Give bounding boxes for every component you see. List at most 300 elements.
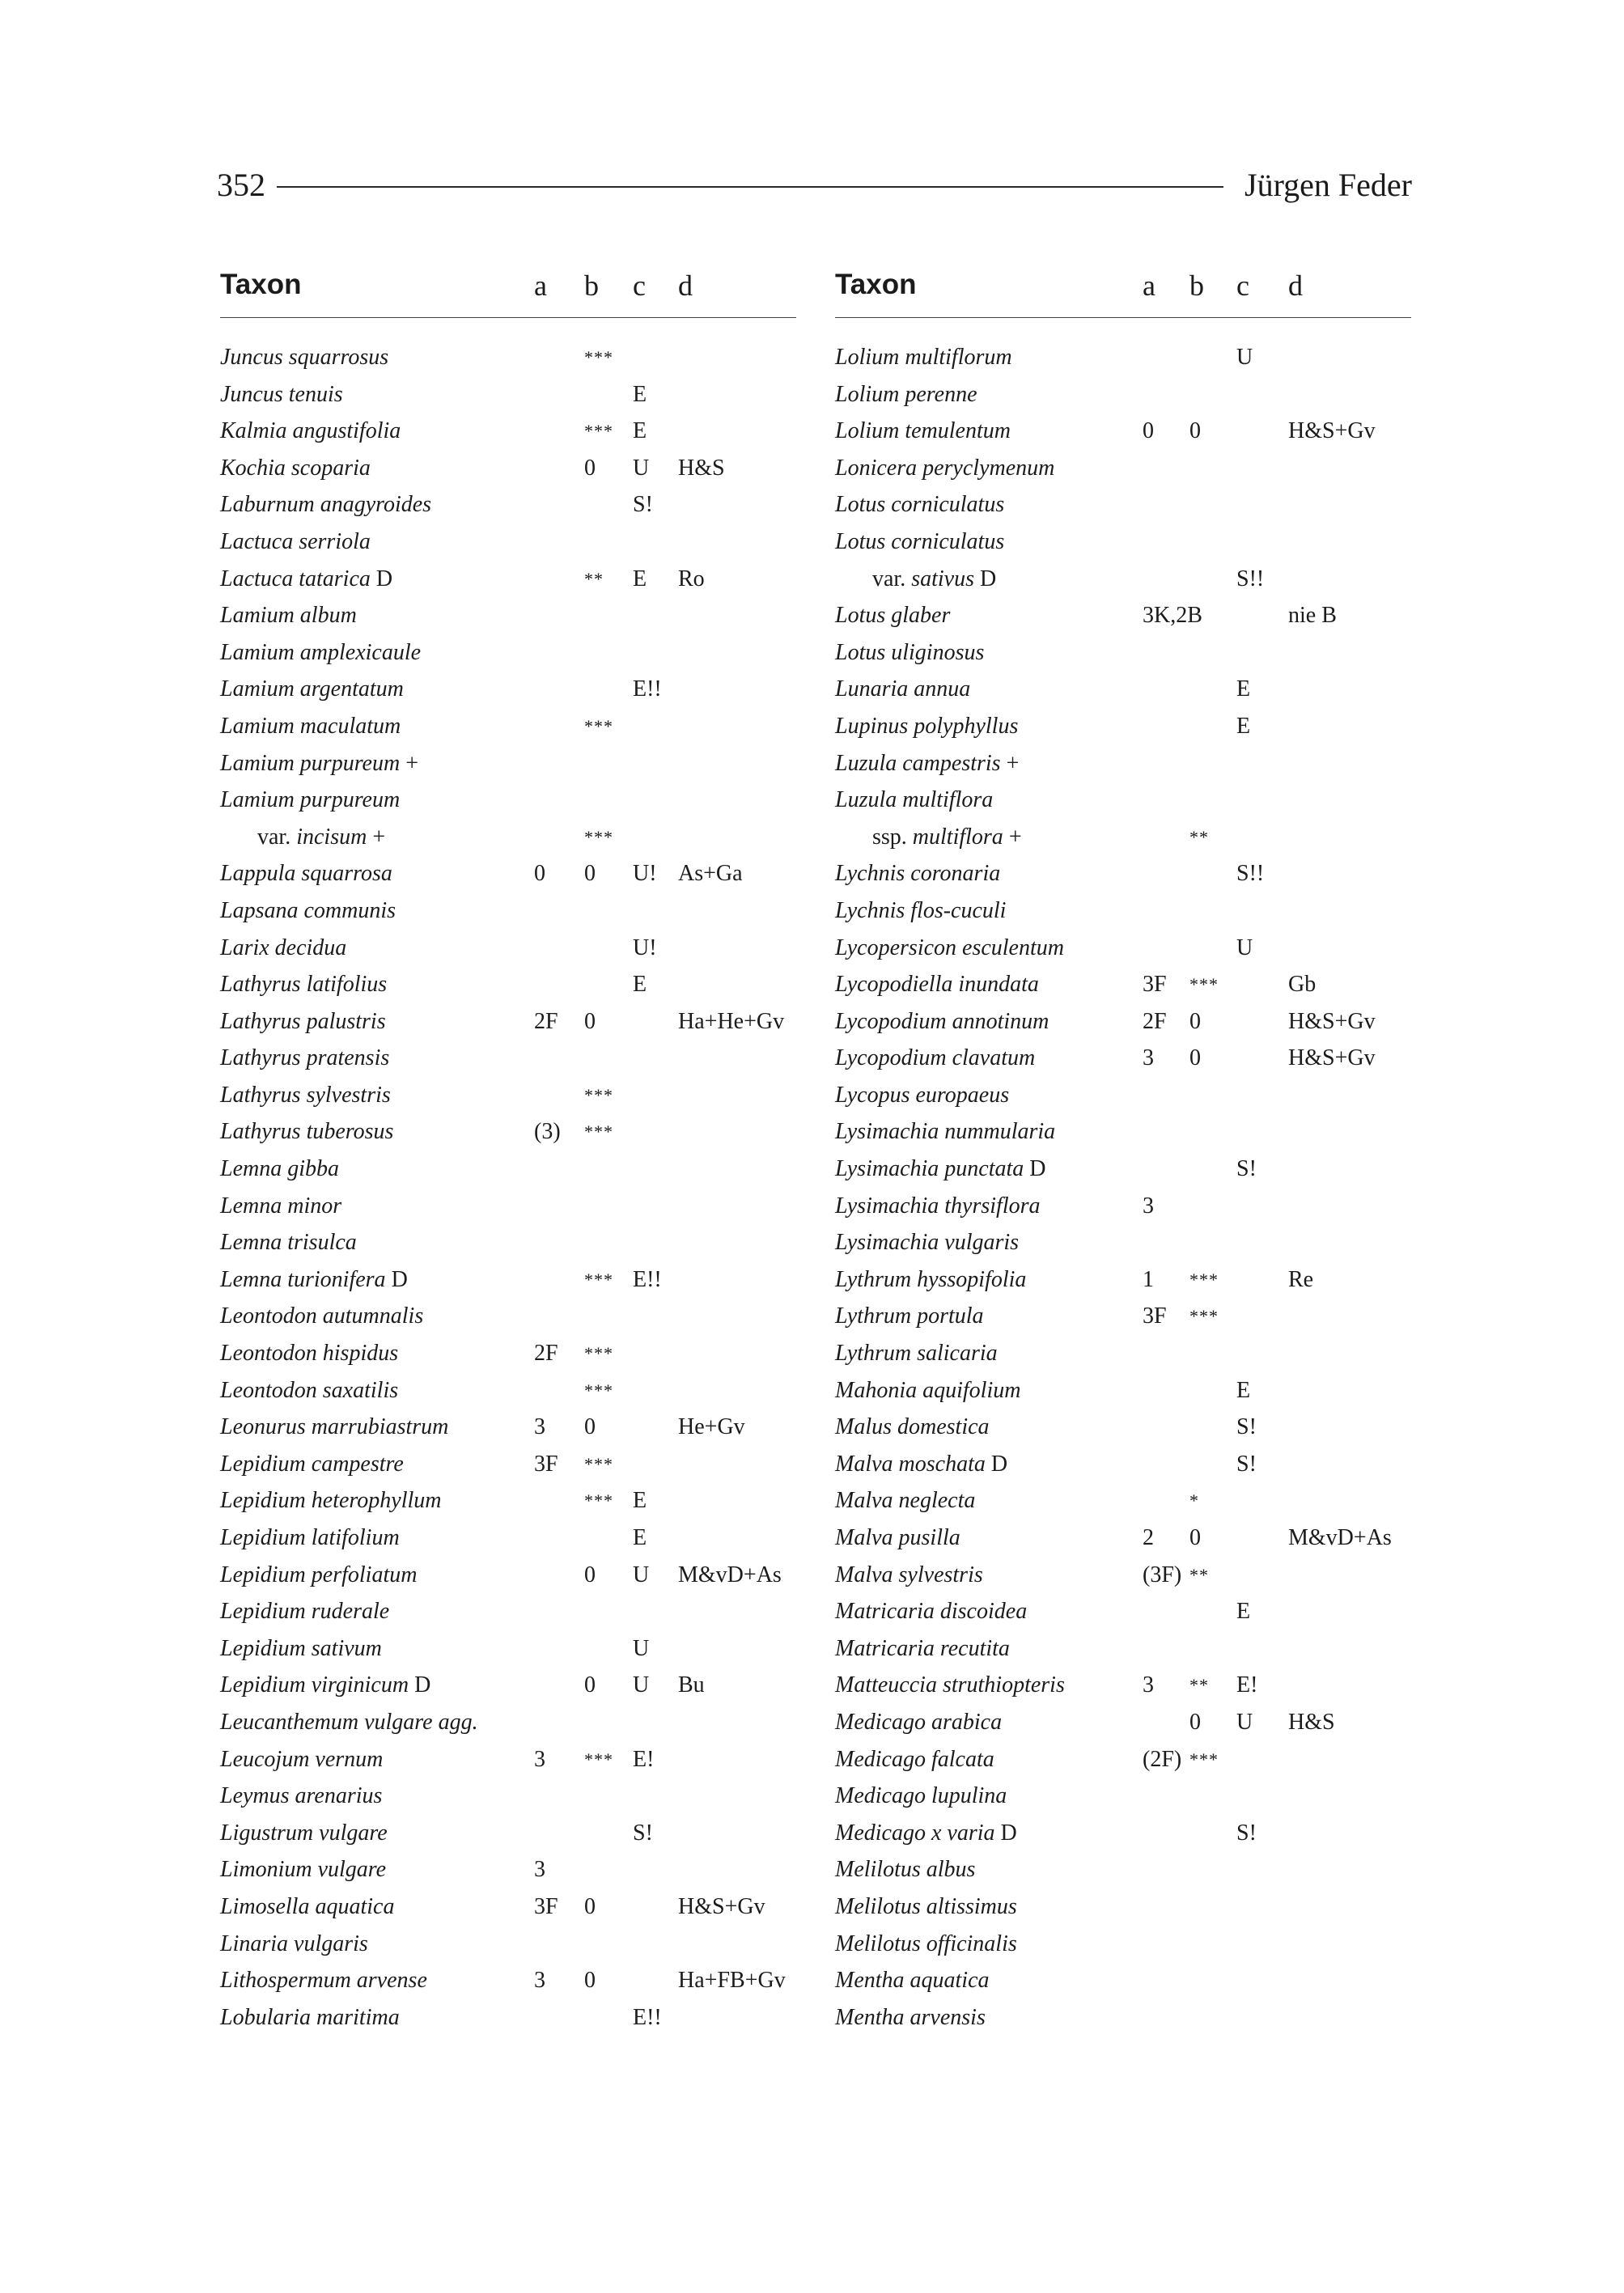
taxon-name [220,930,346,967]
cell-a: 3F [534,1451,558,1477]
cell-b: ** [584,568,604,589]
cell-c: E [1236,1377,1251,1403]
cell-a: 3 [534,1414,545,1440]
taxon-epithet: Lychnis flos-cuculi [835,897,1007,923]
taxon-epithet: Lepidium sativum [220,1635,382,1661]
taxon-epithet: Lapsana communis [220,897,396,923]
table-row [835,855,1411,892]
taxon-epithet: Matricaria recutita [835,1635,1010,1661]
table-row [835,1261,1411,1299]
taxon-name [220,486,431,523]
table-row [220,1815,796,1852]
taxon-epithet: Leymus arenarius [220,1783,383,1809]
cell-d: As+Ga [678,861,743,887]
cell-b: 0 [584,1414,596,1440]
cell-a: 3 [1143,1045,1154,1071]
taxon-name [835,966,1039,1003]
taxon-epithet: Malva moschata [835,1451,986,1477]
taxon-name [835,1888,1017,1926]
table-row [220,339,796,376]
author-name: Jürgen Feder [1245,166,1412,203]
table-row [835,1224,1411,1261]
taxon-epithet: Lycopodiella inundata [835,972,1039,998]
cell-c: S! [633,1820,653,1846]
taxon-epithet: Lemna minor [220,1193,342,1219]
table-row [220,597,796,634]
taxon-epithet: Malva neglecta [835,1488,976,1514]
table-row [220,1557,796,1594]
table-row [220,523,796,561]
taxon-epithet: Lactuca tatarica [220,566,371,591]
taxon-name [835,1926,1017,1963]
cell-b: *** [1189,1748,1219,1770]
cell-d: H&S+Gv [678,1893,765,1919]
table-row [220,1593,796,1630]
cell-b: ** [1189,1675,1209,1696]
taxon-name [220,1151,339,1188]
taxon-epithet: Lappula squarrosa [220,861,392,887]
table-row [220,1630,796,1668]
taxon-epithet: Lactuca serriola [220,528,371,554]
taxon-name [220,1224,357,1261]
taxon-epithet: Lepidium perfoliatum [220,1562,418,1587]
taxon-epithet: Lamium amplexicaule [220,639,422,665]
taxon-name [835,450,1054,487]
taxon-epithet: Lupinus polyphyllus [835,713,1019,739]
cell-b: *** [584,1748,613,1770]
table-row [835,1741,1411,1778]
cell-b: 0 [1189,1008,1201,1034]
taxon-name [220,1113,393,1151]
taxon-name [220,745,418,782]
cell-b: 0 [1189,1045,1201,1071]
taxon-epithet: Juncus squarrosus [220,345,389,370]
taxon-epithet: Luzula multiflora [835,787,994,813]
cell-a: (3F) [1143,1562,1182,1587]
taxon-name [220,1815,388,1852]
taxon-epithet: multiflora [912,824,1003,850]
taxon-name [220,855,392,892]
table-row [835,1630,1411,1668]
taxon-epithet: Lepidium virginicum [220,1672,409,1698]
taxon-epithet: Lotus corniculatus [835,528,1005,554]
page-header [217,160,1412,209]
table-row [220,930,796,967]
cell-b: 0 [1189,418,1201,444]
table-row [835,1778,1411,1815]
taxon-name [220,1704,478,1741]
taxon-epithet: Medicago lupulina [835,1783,1007,1809]
cell-b: 0 [584,1893,596,1919]
header-rule [277,186,1223,188]
taxon-name [835,1815,1017,1852]
table-row [220,1151,796,1188]
cell-b: *** [584,1453,613,1474]
table-row [835,561,1411,598]
cell-c: E [1236,676,1251,702]
table-row [835,745,1411,782]
taxon-epithet: Luzula campestris [835,750,1001,776]
taxon-name [835,1519,960,1557]
taxon-name [220,1261,408,1299]
taxon-epithet: Lotus uliginosus [835,639,985,665]
taxon-epithet: Lonicera peryclymenum [835,455,1055,481]
table-row [220,782,796,819]
table-row [835,1003,1411,1041]
column-header [835,269,1411,309]
cell-c: E [1236,713,1251,739]
taxon-suffix: D [409,1672,431,1698]
table-row [220,634,796,672]
cell-b: * [1189,1490,1199,1511]
taxon-epithet: Lathyrus palustris [220,1008,386,1034]
cell-d: Gb [1288,972,1317,998]
taxon-epithet: Lysimachia vulgaris [835,1230,1020,1256]
table-row [835,1298,1411,1335]
table-row [835,930,1411,967]
taxon-name [835,1778,1007,1815]
taxon-name [835,745,1019,782]
cell-d: H&S [678,455,725,481]
taxon-name [835,930,1064,967]
table-row [220,745,796,782]
taxon-epithet: Leucanthemum vulgare agg. [220,1709,478,1735]
cell-c: U [1236,1709,1253,1735]
taxon-epithet: Lathyrus latifolius [220,972,388,998]
table-row [835,1851,1411,1888]
taxon-name [835,892,1006,930]
cell-d: H&S+Gv [1288,418,1376,444]
taxon-epithet: Lychnis coronaria [835,861,1001,887]
taxon-epithet: Leucojum vernum [220,1746,384,1772]
taxon-epithet: Lysimachia nummularia [835,1119,1056,1145]
taxon-epithet: Melilotus officinalis [835,1931,1017,1956]
taxon-name [835,855,1000,892]
taxon-epithet: Medicago arabica [835,1709,1003,1735]
taxon-epithet: Lamium purpureum [220,787,401,813]
cell-c: E [633,418,647,444]
cell-d: nie B [1288,603,1337,629]
left-column [220,269,796,2036]
taxon-name [220,1593,389,1630]
cell-d: Ha+He+Gv [678,1008,785,1034]
cell-c: S!! [1236,566,1265,591]
taxon-name [835,1999,986,2037]
taxon-name [835,1298,984,1335]
header-b: b [1189,269,1204,302]
taxon-rank: var. [257,824,297,850]
taxon-name [220,1667,430,1704]
table-row [220,1261,796,1299]
taxon-epithet: sativus [911,566,974,591]
cell-c: S!! [1236,861,1265,887]
taxon-epithet: Lolium perenne [835,381,977,407]
cell-d: H&S [1288,1709,1335,1735]
cell-a: 1 [1143,1266,1154,1292]
cell-c: U [633,1562,650,1587]
cell-c: S! [633,492,653,518]
cell-c: E [1236,1599,1251,1625]
cell-d: He+Gv [678,1414,745,1440]
table-row [835,597,1411,634]
table-row [220,1999,796,2037]
taxon-epithet: Limonium vulgare [220,1857,387,1883]
taxon-name [835,1851,975,1888]
table-row [835,892,1411,930]
taxon-name [835,1962,990,1999]
taxon-epithet: Lathyrus tuberosus [220,1119,394,1145]
taxon-name [835,634,984,672]
table-row [835,1409,1411,1446]
taxon-name [835,782,993,819]
taxon-name [872,561,996,598]
table-row [835,708,1411,745]
cell-b: *** [584,715,613,736]
taxon-epithet: Leonurus marrubiastrum [220,1414,449,1440]
taxon-name [835,597,950,634]
taxon-epithet: Malva pusilla [835,1525,960,1550]
table-row [835,671,1411,708]
cell-b: *** [584,1343,613,1364]
cell-b: *** [584,1380,613,1401]
table-row [835,1999,1411,2037]
taxon-name [220,1851,386,1888]
taxon-epithet: Lolium temulentum [835,418,1011,444]
taxon-name [835,1593,1027,1630]
taxon-name [220,782,400,819]
taxon-name [835,376,977,413]
taxon-epithet: Lythrum salicaria [835,1341,998,1367]
cell-c: U [633,1635,650,1661]
table-row [835,1815,1411,1852]
taxon-name [220,892,396,930]
table-row [220,1003,796,1041]
taxon-rank: var. [872,566,912,591]
header-c: c [633,269,646,302]
taxon-name [835,413,1011,450]
taxon-epithet: Lithospermum arvense [220,1968,427,1994]
cell-c: E!! [633,2004,662,2030]
taxon-name [220,1077,391,1114]
header-taxon: Taxon [220,269,302,300]
cell-b: 0 [1189,1709,1201,1735]
taxon-name [835,1113,1055,1151]
table-row [835,523,1411,561]
cell-c: U! [633,935,657,960]
taxon-epithet: Lysimachia punctata [835,1156,1024,1182]
table-row [220,1113,796,1151]
taxon-suffix: D [994,1820,1017,1846]
cell-b: ** [1189,1564,1209,1585]
taxon-name [220,1003,386,1041]
cell-b: *** [584,826,613,847]
taxon-name [835,1704,1002,1741]
taxon-name [220,708,401,745]
table-row [220,1778,796,1815]
cell-c: U [633,1672,650,1698]
taxon-epithet: Lathyrus pratensis [220,1045,390,1071]
cell-c: E! [633,1746,655,1772]
cell-c: U [1236,345,1253,370]
header-b: b [584,269,599,302]
cell-a: 2F [1143,1008,1167,1034]
taxon-epithet: Lycopersicon esculentum [835,935,1064,960]
cell-d: Bu [678,1672,705,1698]
taxon-name [220,413,401,450]
table-row [835,1188,1411,1225]
taxon-epithet: Lamium album [220,603,357,629]
cell-a: 3 [534,1857,545,1883]
taxon-epithet: Leontodon saxatilis [220,1377,399,1403]
taxon-name [835,1224,1019,1261]
taxon-name [835,1557,983,1594]
cell-b: 0 [1189,1525,1201,1550]
taxon-name [220,634,421,672]
taxon-epithet: Malus domestica [835,1414,990,1440]
taxon-name [220,671,404,708]
taxon-name [220,1298,423,1335]
taxon-suffix: D [370,566,393,591]
taxon-epithet: Limosella aquatica [220,1893,395,1919]
cell-c: E [633,1488,647,1514]
cell-c: U! [633,861,657,887]
taxon-epithet: Lotus glaber [835,603,951,629]
cell-a: 3 [1143,1193,1154,1219]
cell-c: E [633,381,647,407]
cell-c: E [633,972,647,998]
table-row [835,486,1411,523]
table-row [220,966,796,1003]
taxon-name [835,1372,1020,1409]
taxon-name [835,1446,1007,1483]
cell-b: *** [584,1269,613,1290]
cell-c: S! [1236,1451,1257,1477]
taxon-epithet: Lolium multiflorum [835,345,1012,370]
table-row [220,486,796,523]
taxon-name [257,819,385,856]
cell-b: *** [1189,974,1219,995]
column-rule [220,317,796,318]
table-row [835,782,1411,819]
header-d: d [678,269,693,302]
table-row [220,671,796,708]
taxon-epithet: Leontodon hispidus [220,1341,399,1367]
cell-c: U [633,455,650,481]
table-row [220,708,796,745]
header-a: a [1143,269,1155,302]
taxon-epithet: Lepidium campestre [220,1451,404,1477]
header-d: d [1288,269,1303,302]
taxon-name [220,1519,400,1557]
taxon-epithet: Lobularia maritima [220,2004,400,2030]
table-row [220,819,796,856]
taxon-epithet: Laburnum anagyroides [220,492,432,518]
taxon-name [220,1999,400,2037]
taxon-epithet: Medicago x varia [835,1820,995,1846]
taxon-epithet: Lycopus europaeus [835,1082,1010,1108]
taxon-epithet: Kochia scoparia [220,455,371,481]
table-row [835,819,1411,856]
taxon-name [220,966,387,1003]
taxon-name [220,1557,417,1594]
table-row [835,1667,1411,1704]
cell-d: Ro [678,566,705,591]
taxon-epithet: Lysimachia thyrsiflora [835,1193,1041,1219]
taxon-name [220,597,357,634]
taxon-name [220,1335,398,1372]
header-taxon: Taxon [835,269,917,300]
cell-d: H&S+Gv [1288,1008,1376,1034]
table-row [220,892,796,930]
cell-a: 3F [1143,1303,1167,1329]
taxon-name [835,1077,1009,1114]
table-row [220,413,796,450]
column-header [220,269,796,309]
table-row [220,855,796,892]
cell-b: *** [584,1490,613,1511]
taxon-name [835,1409,990,1446]
taxon-list [835,339,1411,2036]
column-rule [835,317,1411,318]
cell-d: Ha+FB+Gv [678,1968,786,1994]
taxon-epithet: Lunaria annua [835,676,971,702]
table-row [220,561,796,598]
taxon-epithet: Lythrum portula [835,1303,984,1329]
taxon-epithet: Kalmia angustifolia [220,418,401,444]
taxon-name [835,1335,998,1372]
taxon-name [220,1888,394,1926]
cell-a: 2F [534,1341,558,1367]
taxon-epithet: Ligustrum vulgare [220,1820,388,1846]
cell-a: 3 [534,1968,545,1994]
taxon-name [220,1446,404,1483]
table-row [220,1335,796,1372]
taxon-epithet: incisum [296,824,367,850]
taxon-suffix: + [367,824,386,850]
cell-c: U [1236,935,1253,960]
cell-a: 3 [1143,1672,1154,1698]
taxon-epithet: Lepidium latifolium [220,1525,400,1550]
taxon-name [220,1962,427,1999]
cell-a: 2F [534,1008,558,1034]
taxon-epithet: Lycopodium annotinum [835,1008,1049,1034]
taxon-epithet: Larix decidua [220,935,347,960]
taxon-epithet: Linaria vulgaris [220,1931,368,1956]
cell-b: 0 [584,455,596,481]
table-row [220,1962,796,1999]
table-row [220,1040,796,1077]
cell-b: 0 [584,1562,596,1587]
table-row [220,1851,796,1888]
taxon-epithet: Mentha aquatica [835,1968,990,1994]
table-row [835,1704,1411,1741]
cell-a: (2F) [1143,1746,1182,1772]
table-row [835,1335,1411,1372]
cell-b: *** [1189,1306,1219,1327]
taxon-epithet: Matricaria discoidea [835,1599,1028,1625]
taxon-epithet: Matteuccia struthiopteris [835,1672,1065,1698]
table-row [835,1926,1411,1963]
table-row [220,376,796,413]
table-row [835,413,1411,450]
header-c: c [1236,269,1249,302]
taxon-epithet: Lythrum hyssopifolia [835,1266,1027,1292]
taxon-suffix: + [1003,824,1022,850]
table-row [220,1409,796,1446]
table-row [835,1372,1411,1409]
taxon-suffix: + [400,750,418,776]
table-row [220,1888,796,1926]
